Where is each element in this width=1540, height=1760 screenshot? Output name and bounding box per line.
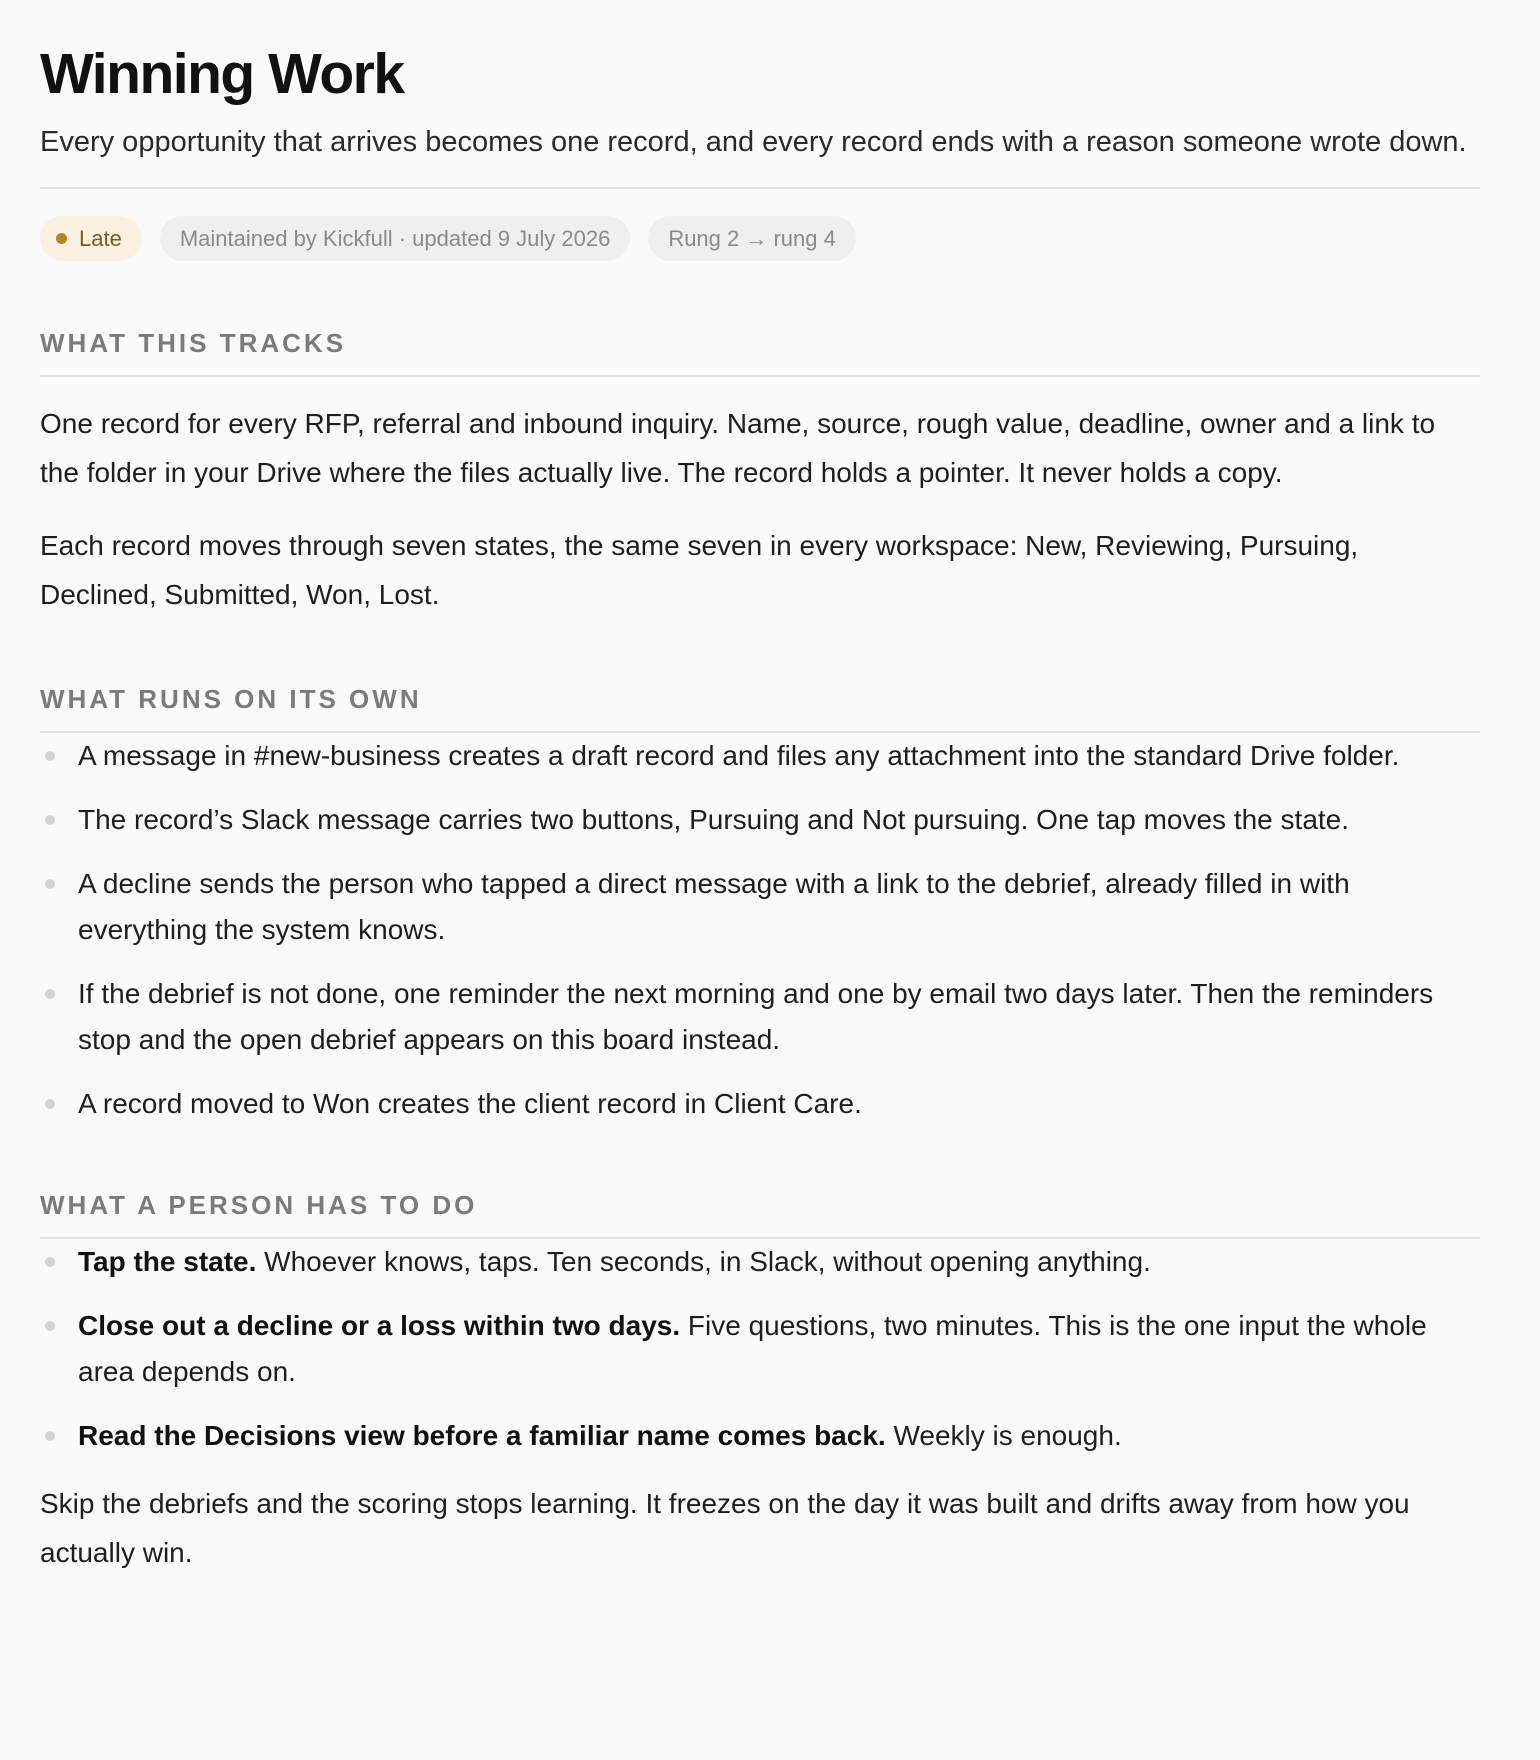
maintainer-chip [160, 216, 630, 261]
list-item-lead: Read the Decisions view before a familiar name comes back. [78, 1420, 886, 1451]
list-item [40, 1303, 1480, 1395]
status-badge [40, 216, 142, 261]
list-item [40, 971, 1480, 1063]
list-item-text: The record’s Slack message carries two buttons, Pursuing and Not pursuing. One tap moves the state. [78, 804, 1350, 835]
status-dot-icon [56, 233, 67, 244]
status-badge-label: Late [79, 225, 122, 251]
person-list [40, 1239, 1480, 1459]
page-title: Winning Work [40, 42, 404, 106]
section-heading-tracks: WHAT THIS TRACKS [40, 328, 347, 358]
bullet-icon [45, 751, 55, 761]
list-item-lead: Tap the state. [78, 1246, 257, 1277]
rung-chip [648, 216, 856, 261]
list-item-text: Weekly is enough. [885, 1420, 1122, 1451]
section-heading-person: WHAT A PERSON HAS TO DO [40, 1190, 478, 1220]
list-item-text: A decline sends the person who tapped a direct message with a link to the debrief, already filled in with everything the system knows. [78, 868, 1350, 945]
bullet-icon [45, 1321, 55, 1331]
tracks-paragraph: One record for every RFP, referral and inbound inquiry. Name, source, rough value, deadline, owner and a link to the folder in your Drive where the files actually live. The record holds a pointer. It never holds a copy. [40, 408, 1436, 488]
section-heading-runs: WHAT RUNS ON ITS OWN [40, 684, 422, 714]
bullet-icon [45, 815, 55, 825]
list-item [40, 1413, 1480, 1459]
list-item [40, 1081, 1480, 1127]
tracks-paragraph: Each record moves through seven states, the same seven in every workspace: New, Reviewing, Pursuing, Declined, Submitted, Won, Lost. [40, 530, 1359, 610]
list-item-text: A record moved to Won creates the client record in Client Care. [78, 1088, 862, 1119]
closing-paragraph: Skip the debriefs and the scoring stops learning. It freezes on the day it was built and drifts away from how you actually win. [40, 1488, 1410, 1568]
list-item-text: A message in #new-business creates a draft record and files any attachment into the standard Drive folder. [78, 740, 1400, 771]
list-item-lead: Close out a decline or a loss within two days. [78, 1310, 681, 1341]
bullet-icon [45, 1257, 55, 1267]
divider [40, 187, 1480, 189]
maintainer-chip-label: Maintained by Kickfull · updated 9 July 2026 [179, 225, 611, 251]
list-item [40, 733, 1480, 779]
page-subtitle: Every opportunity that arrives becomes one record, and every record ends with a reason someone wrote down. [40, 126, 1467, 158]
list-item [40, 1239, 1480, 1285]
list-item-text: If the debrief is not done, one reminder the next morning and one by email two days later. Then the reminders stop and the open debrief appears on this board instead. [78, 978, 1434, 1055]
list-item-text: Five questions, two minutes. This is the one input the whole area depends on. [78, 1310, 1427, 1387]
meta-chips [40, 216, 1480, 261]
list-item [40, 861, 1480, 953]
list-item [40, 797, 1480, 843]
bullet-icon [45, 1431, 55, 1441]
bullet-icon [45, 1099, 55, 1109]
rung-chip-label: Rung 2 → rung 4 [668, 225, 836, 251]
list-item-text: Whoever knows, taps. Ten seconds, in Slack, without opening anything. [256, 1246, 1151, 1277]
bullet-icon [45, 989, 55, 999]
runs-list [40, 733, 1480, 1127]
divider [40, 375, 1480, 377]
bullet-icon [45, 879, 55, 889]
